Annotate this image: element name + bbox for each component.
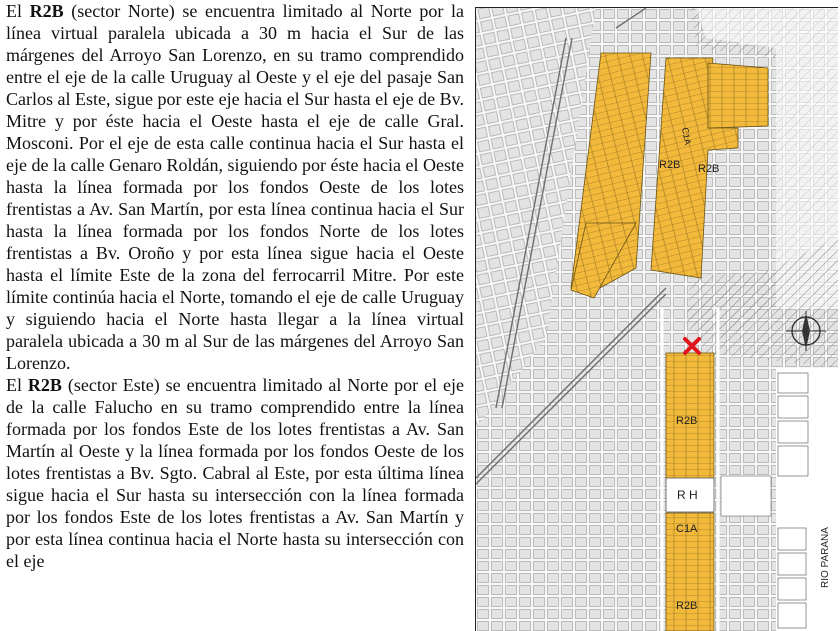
paragraph-body: (sector Este) se encuentra limitado al Norte por el eje de la calle Falucho en su tramo comprendido entre la línea formada por los fondos Este de los lotes frentistas a Av. San Martín al Oeste y la línea formada por los fondos Oeste de los lotes frentistas a Bv. Sgto. Cabral al Este, por esta última línea sigue hacia el Sur hasta su intersección con la línea formada por los fondos Este de los lotes frentistas a Av. San Martín y por esta línea continua hacia el Norte hasta su intersección con el eje <box>6 375 464 571</box>
zone-code: R2B <box>29 1 64 21</box>
paragraph-prefix: El <box>6 375 28 395</box>
zoning-map <box>475 7 838 631</box>
label-r2b-middle: R2B <box>676 415 698 427</box>
label-r2b-south: R2B <box>676 600 698 612</box>
paragraph-r2b-north <box>6 0 464 374</box>
zone-code: R2B <box>27 375 62 395</box>
label-rh: R H <box>677 488 698 502</box>
paragraph-r2b-east <box>6 374 464 572</box>
label-r2b-north-west: R2B <box>659 159 681 171</box>
label-c1a-south: C1A <box>676 523 698 535</box>
label-c1a-north: C1A <box>680 126 693 146</box>
zoning-description <box>6 0 464 630</box>
label-rio-parana: RIO PARANA <box>820 527 831 588</box>
paragraph-prefix: El <box>6 1 30 21</box>
zoning-map-canvas <box>476 8 838 631</box>
river-strip <box>776 368 838 631</box>
paragraph-body: (sector Norte) se encuentra limitado al Norte por la línea virtual paralela ubicada a 30 m hacia el Sur de las márgenes del Arroyo San Lorenzo, en su tramo comprendido entre el eje de la calle Uruguay al Oeste y el eje del pasaje San Carlos al Este, sigue por este eje hacia el Sur hasta el eje de Bv. Mitre y por éste hacia el Oeste hasta el eje de calle Gral. Mosconi. Por el eje de esta calle continua hacia el Sur hasta el eje de la calle Genaro Roldán, siguiendo por éste hacia el Oeste hasta la línea formada por los fondos Oeste de los lotes frentistas a Av. San Martín, por esta línea continua hacia el Sur hasta la línea formada por los fondos Norte de los lotes frentistas a Bv. Oroño y por esta línea sigue hacia el Oeste hasta el límite Este de la zona del ferrocarril Mitre. Por este límite continúa hacia el Norte, tomando el eje de calle Uruguay y siguiendo hacia el Norte hasta llegar a la línea virtual paralela ubicada a 30 m al Sur de las márgenes del Arroyo San Lorenzo. <box>6 1 464 373</box>
label-r2b-north-east: R2B <box>698 163 720 175</box>
blank-parcel <box>721 476 771 516</box>
